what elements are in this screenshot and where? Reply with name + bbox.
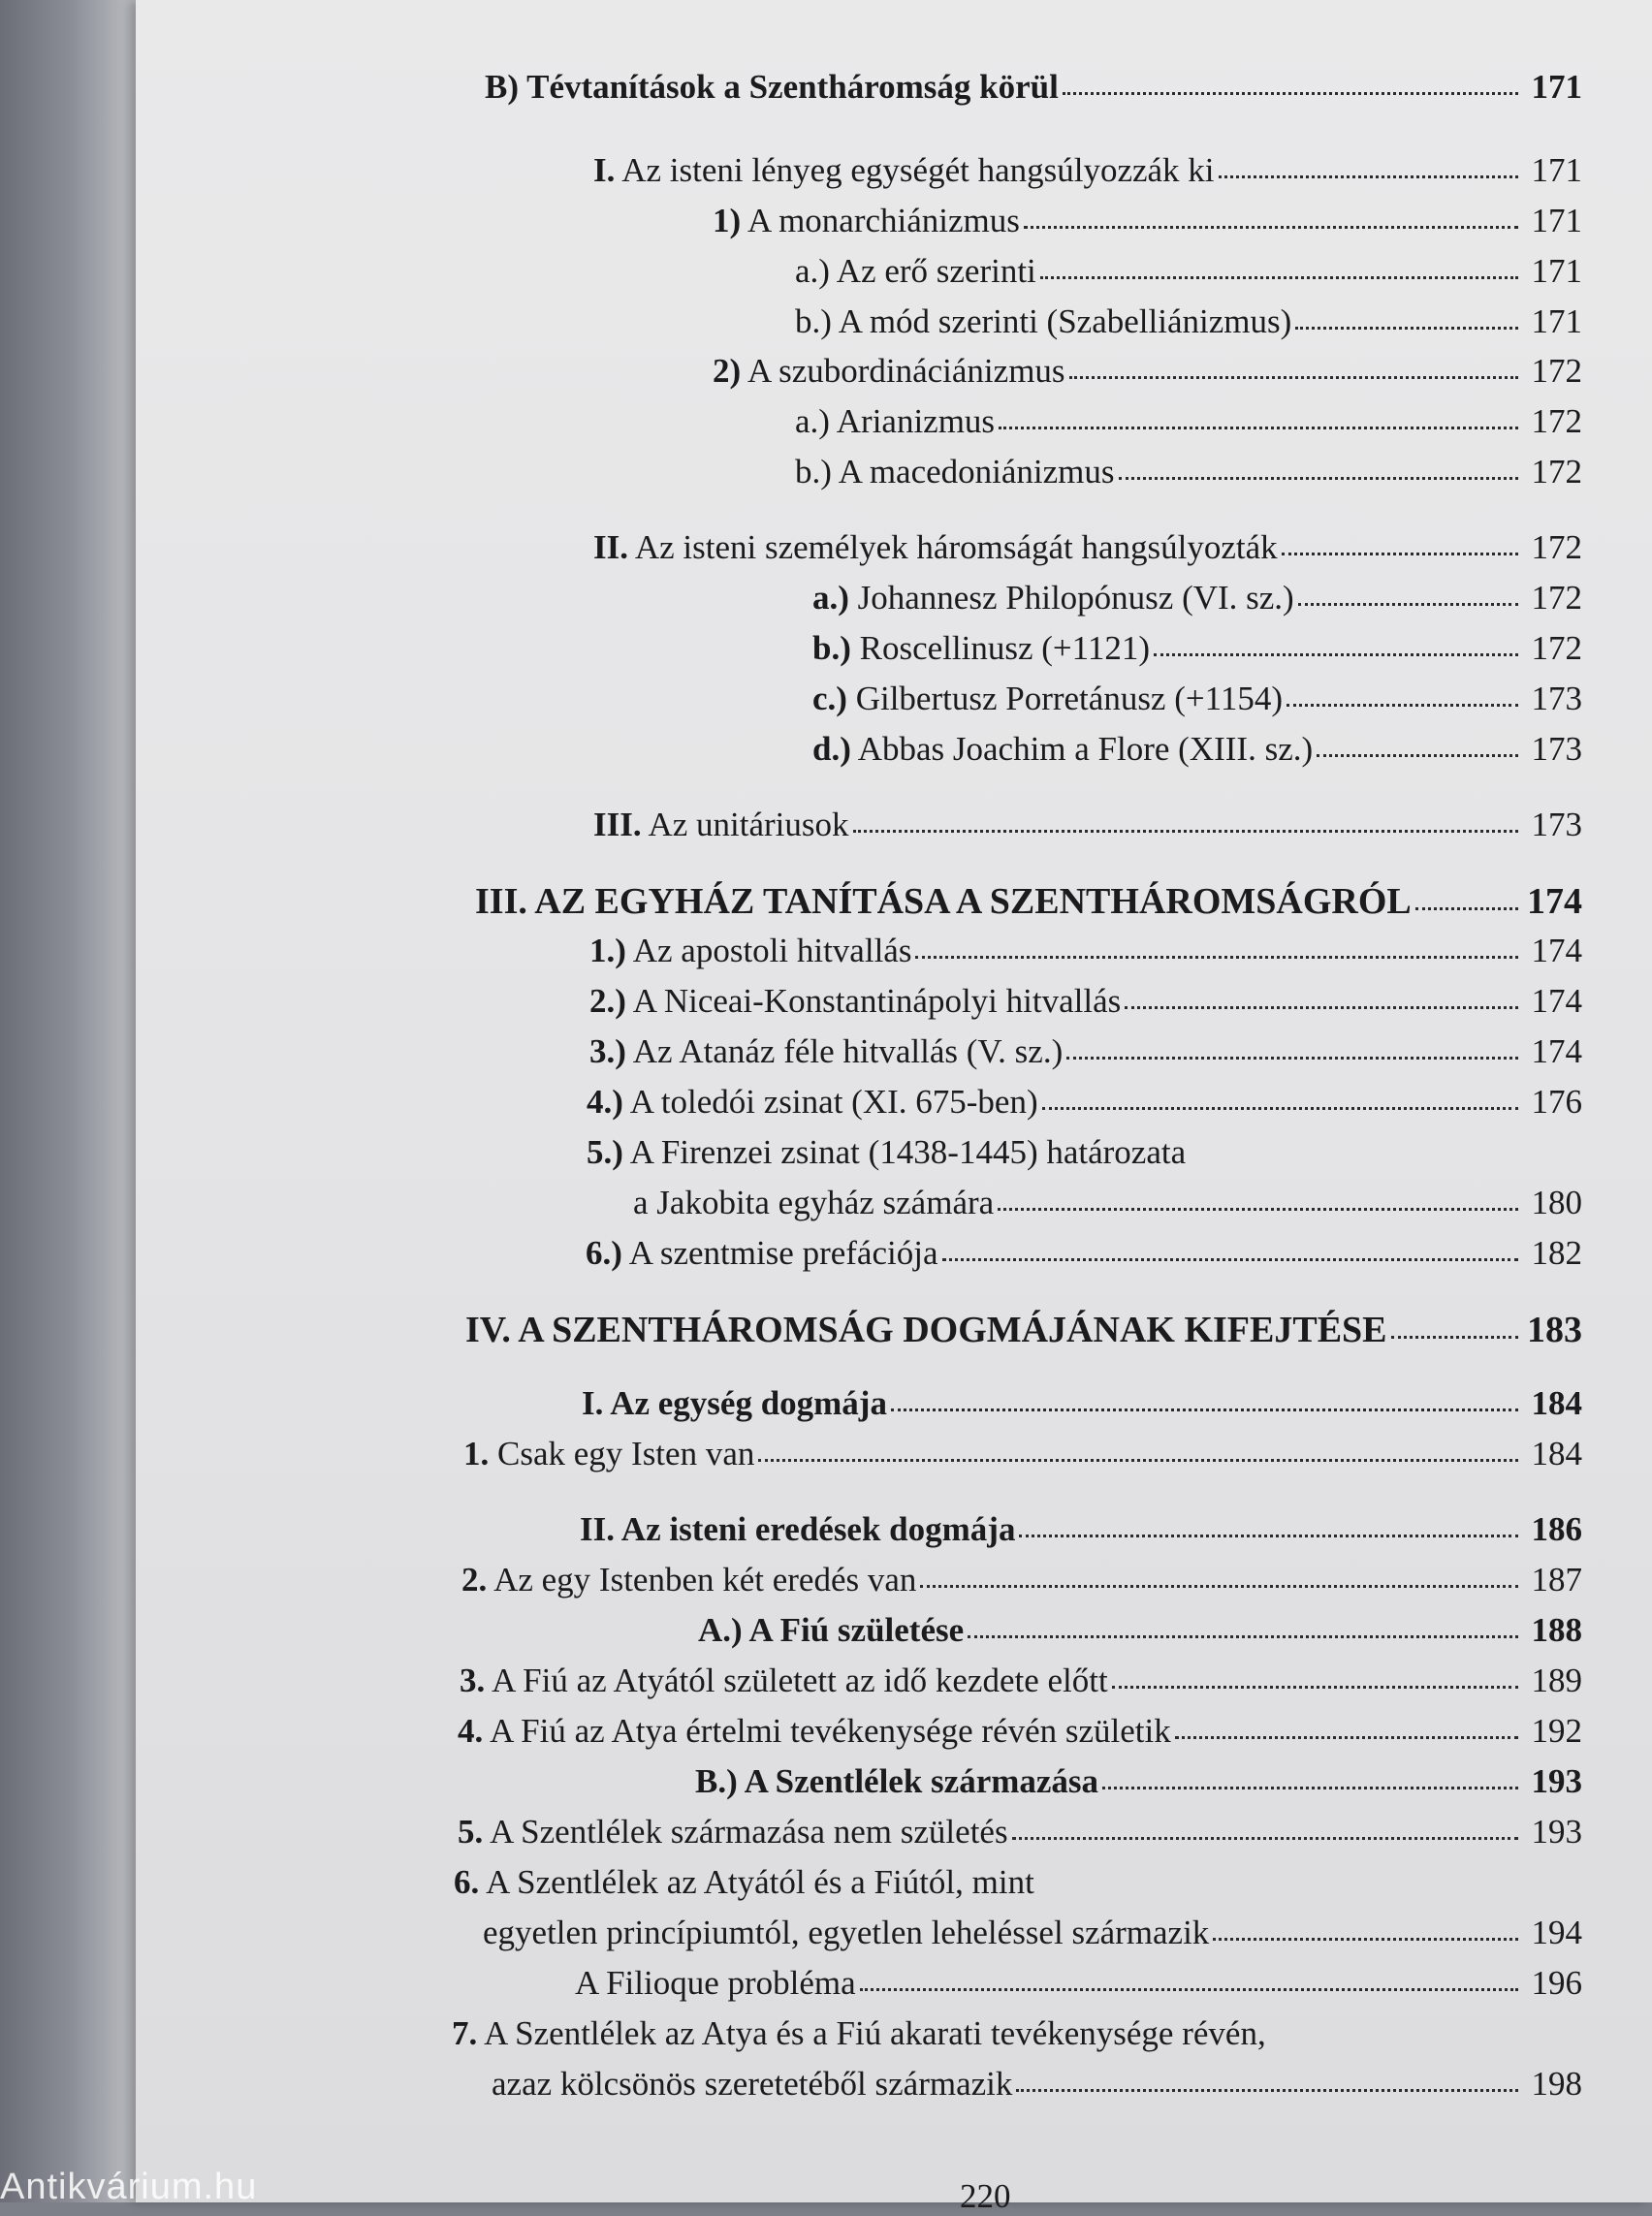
toc-entry xyxy=(587,1135,1582,1169)
dot-leader xyxy=(1102,1787,1518,1789)
toc-entry-text: egyetlen princípiumtól, egyetlen leheléssel származik xyxy=(483,1914,1210,1951)
toc-entry-text: III. AZ EGYHÁZ TANÍTÁSA A SZENTHÁROMSÁGRÓL xyxy=(475,881,1412,922)
toc-entry-number: 2) xyxy=(713,352,742,390)
toc-entry-page: 172 xyxy=(1531,528,1582,566)
toc-entry-title xyxy=(589,984,1121,1018)
toc-entry-number: 5.) xyxy=(587,1133,623,1171)
toc-entry xyxy=(485,70,1582,104)
toc-entry xyxy=(795,455,1582,489)
toc-entry-number: 4.) xyxy=(587,1083,623,1121)
toc-entry xyxy=(695,1764,1582,1798)
toc-entry-page: 171 xyxy=(1531,202,1582,239)
toc-entry-page: 183 xyxy=(1527,1310,1582,1350)
toc-entry-page: 171 xyxy=(1531,302,1582,340)
toc-entry-title xyxy=(460,1663,1108,1697)
toc-entry-number: 3.) xyxy=(589,1032,626,1070)
toc-entry-title xyxy=(698,1613,964,1647)
toc-entry-title xyxy=(812,631,1150,665)
toc-entry-text: Csak egy Isten van xyxy=(489,1435,755,1472)
toc-entry-title xyxy=(483,1915,1209,1949)
toc-entry-text: A Fiú az Atya értelmi tevékenysége révén születik xyxy=(483,1712,1171,1750)
toc-entry-number: a.) xyxy=(812,579,849,617)
toc-entry xyxy=(593,530,1582,564)
toc-entry xyxy=(463,1437,1582,1471)
toc-entry xyxy=(812,581,1582,615)
toc-entry-title xyxy=(587,1135,1186,1169)
toc-entry xyxy=(795,304,1582,338)
toc-entry xyxy=(461,1563,1582,1597)
toc-entry-title xyxy=(695,1764,1098,1798)
toc-entry-page: 188 xyxy=(1531,1611,1582,1649)
toc-entry-title xyxy=(587,1085,1038,1119)
dot-leader xyxy=(1024,226,1518,229)
toc-entry-text: Az isteni lényeg egységét hangsúlyozzák ki xyxy=(615,151,1215,189)
toc-entry-text: II. Az isteni eredések dogmája xyxy=(580,1510,1016,1548)
toc-entry-text: A szubordináciánizmus xyxy=(741,352,1065,390)
toc-entry-page: 184 xyxy=(1531,1435,1582,1472)
toc-entry-page: 172 xyxy=(1531,402,1582,440)
toc-entry-number: 6. xyxy=(454,1863,480,1901)
dot-leader xyxy=(860,1988,1518,1991)
toc-entry-number: 1. xyxy=(463,1435,490,1472)
toc-entry xyxy=(713,204,1582,237)
toc-entry-number: 6.) xyxy=(586,1234,622,1272)
toc-entry-number: II. xyxy=(593,528,628,566)
toc-entry-page: 174 xyxy=(1531,932,1582,969)
dot-leader xyxy=(915,956,1518,959)
toc-entry xyxy=(593,153,1582,187)
toc-entry-text: A.) A Fiú születése xyxy=(698,1611,965,1649)
dot-leader xyxy=(1175,1736,1518,1739)
dot-leader xyxy=(920,1585,1518,1588)
dot-leader xyxy=(1019,1535,1518,1537)
toc-entry-text: A szentmise prefációja xyxy=(621,1234,938,1272)
toc-entry-title xyxy=(795,455,1115,489)
toc-entry-title xyxy=(593,530,1278,564)
toc-entry-text: Az Atanáz féle hitvallás (V. sz.) xyxy=(625,1032,1064,1070)
toc-entry-text: A Szentlélek származása nem születés xyxy=(483,1813,1008,1851)
toc-entry-text: b.) A mód szerinti (Szabelliánizmus) xyxy=(795,302,1292,340)
dot-leader xyxy=(758,1459,1518,1462)
toc-entry-page: 174 xyxy=(1531,982,1582,1020)
toc-entry-title xyxy=(580,1512,1015,1546)
dot-leader xyxy=(1415,907,1518,910)
toc-entry xyxy=(475,883,1582,920)
toc-entry-page: 187 xyxy=(1531,1561,1582,1599)
toc-entry xyxy=(454,1865,1582,1899)
toc-entry-page: 194 xyxy=(1531,1914,1582,1951)
toc-entry-title xyxy=(812,581,1294,615)
toc-entry-title xyxy=(795,254,1036,288)
dot-leader xyxy=(1282,553,1518,555)
toc-entry-number: 2. xyxy=(461,1561,488,1599)
dot-leader xyxy=(1063,92,1518,95)
dot-leader xyxy=(891,1409,1518,1411)
toc-entry-number: 5. xyxy=(458,1813,484,1851)
dot-leader xyxy=(1219,175,1518,178)
toc-entry-page: 172 xyxy=(1531,579,1582,617)
toc-entry-text: A Filioque probléma xyxy=(575,1964,856,2002)
toc-entry-number: d.) xyxy=(812,730,851,768)
toc-entry-page: 172 xyxy=(1531,453,1582,491)
toc-entry-text: B.) A Szentlélek származása xyxy=(695,1762,1099,1800)
toc-entry-page: 173 xyxy=(1531,680,1582,717)
toc-entry-number: 1) xyxy=(713,202,742,239)
toc-entry-title xyxy=(633,1186,994,1219)
dot-leader xyxy=(1213,1938,1518,1941)
toc-entry-title xyxy=(713,354,1065,388)
toc-entry-title xyxy=(589,934,911,967)
toc-entry xyxy=(795,404,1582,438)
toc-entry-title xyxy=(458,1815,1008,1849)
toc-entry-title xyxy=(593,153,1215,187)
toc-entry-number: 4. xyxy=(458,1712,484,1750)
toc-entry-page: 184 xyxy=(1531,1384,1582,1422)
toc-entry-page: 196 xyxy=(1531,1964,1582,2002)
toc-entry xyxy=(589,934,1582,967)
toc-entry xyxy=(465,1312,1582,1348)
toc-entry-text: Az egy Istenben két eredés van xyxy=(487,1561,917,1599)
toc-entry-text: Gilbertusz Porretánusz (+1154) xyxy=(846,680,1283,717)
toc-entry xyxy=(452,2016,1582,2050)
dot-leader xyxy=(1012,1837,1518,1840)
toc-entry xyxy=(586,1236,1582,1270)
dot-leader xyxy=(1125,1006,1518,1009)
dot-leader xyxy=(968,1635,1518,1638)
toc-entry-number: III. xyxy=(593,806,642,843)
toc-entry-text: A monarchiánizmus xyxy=(741,202,1020,239)
toc-entry-text: a Jakobita egyház számára xyxy=(633,1184,995,1221)
toc-entry xyxy=(713,354,1582,388)
toc-entry-number: b.) xyxy=(812,629,851,667)
dot-leader xyxy=(942,1258,1519,1261)
toc-entry xyxy=(812,681,1582,715)
toc-entry xyxy=(589,1034,1582,1068)
toc-entry-page: 180 xyxy=(1531,1184,1582,1221)
toc-entry-title xyxy=(475,883,1412,920)
dot-leader xyxy=(1295,327,1518,330)
dot-leader xyxy=(1298,603,1518,606)
toc-entry-text: azaz kölcsönös szeretetéből származik xyxy=(492,2065,1013,2103)
toc-entry-page: 193 xyxy=(1531,1813,1582,1851)
toc-entry xyxy=(492,2067,1582,2101)
toc-entry-page: 172 xyxy=(1531,629,1582,667)
toc-entry-text: IV. A SZENTHÁROMSÁG DOGMÁJÁNAK KIFEJTÉSE xyxy=(465,1310,1387,1350)
dot-leader xyxy=(1040,276,1518,279)
toc-entry xyxy=(795,254,1582,288)
toc-entry-page: 173 xyxy=(1531,806,1582,843)
page-number: 220 xyxy=(960,2177,1011,2215)
toc-entry xyxy=(812,732,1582,766)
toc-entry xyxy=(589,984,1582,1018)
toc-entry-title xyxy=(812,732,1313,766)
toc-entry xyxy=(575,1966,1582,2000)
toc-entry-title xyxy=(465,1312,1387,1348)
toc-entry xyxy=(458,1714,1582,1748)
toc-entry-title xyxy=(586,1236,938,1270)
toc-entry-page: 176 xyxy=(1531,1083,1582,1121)
toc-entry xyxy=(483,1915,1582,1949)
dot-leader xyxy=(1317,754,1518,757)
toc-entry-page: 174 xyxy=(1531,1032,1582,1070)
dot-leader xyxy=(999,427,1518,429)
toc-entry-text: B) Tévtanítások a Szentháromság körül xyxy=(485,68,1059,106)
toc-entry-number: 7. xyxy=(452,2014,478,2052)
toc-entry-text: A toledói zsinat (XI. 675-ben) xyxy=(622,1083,1038,1121)
toc-entry-title xyxy=(575,1966,856,2000)
toc-entry-text: A Szentlélek az Atyától és a Fiútól, mint xyxy=(479,1863,1034,1901)
toc-entry xyxy=(587,1085,1582,1119)
toc-entry-title xyxy=(795,304,1291,338)
toc-entry-title xyxy=(589,1034,1063,1068)
toc-entry-title xyxy=(713,204,1020,237)
toc-entry-title xyxy=(452,2016,1266,2050)
toc-entry-text: Johannesz Philopónusz (VI. sz.) xyxy=(848,579,1294,617)
toc-entry-title xyxy=(795,404,995,438)
toc-entry-page: 171 xyxy=(1531,68,1582,106)
dot-leader xyxy=(1066,1057,1518,1060)
toc-entry-number: c.) xyxy=(812,680,847,717)
toc-entry xyxy=(460,1663,1582,1697)
dot-leader xyxy=(1154,653,1518,656)
dot-leader xyxy=(1119,477,1518,480)
toc-entry xyxy=(633,1186,1582,1219)
toc-entry-page: 198 xyxy=(1531,2065,1582,2103)
toc-entry-text: A Niceai-Konstantinápolyi hitvallás xyxy=(625,982,1122,1020)
toc-entry xyxy=(580,1512,1582,1546)
toc-entry xyxy=(458,1815,1582,1849)
toc-entry-page: 171 xyxy=(1531,252,1582,290)
toc-entry-page: 182 xyxy=(1531,1234,1582,1272)
dot-leader xyxy=(1287,704,1518,707)
dot-leader xyxy=(1112,1686,1518,1689)
dot-leader xyxy=(1391,1336,1518,1339)
toc-entry xyxy=(593,807,1582,841)
toc-entry-page: 186 xyxy=(1531,1510,1582,1548)
toc-entry-title xyxy=(485,70,1059,104)
toc-entry-text: a.) Arianizmus xyxy=(795,402,996,440)
toc-entry-page: 171 xyxy=(1531,151,1582,189)
toc-entry xyxy=(698,1613,1582,1647)
toc-entry-title xyxy=(812,681,1283,715)
toc-entry-title xyxy=(593,807,849,841)
toc-entry-number: 3. xyxy=(460,1662,486,1699)
toc-entry-title xyxy=(458,1714,1171,1748)
toc-entry-title xyxy=(582,1386,887,1420)
toc-entry-text: Az apostoli hitvallás xyxy=(625,932,912,969)
toc-entry-text: A Szentlélek az Atya és a Fiú akarati tevékenysége révén, xyxy=(477,2014,1266,2052)
toc-entry-number: 2.) xyxy=(589,982,626,1020)
toc-entry-text: A Fiú az Atyától született az idő kezdete előtt xyxy=(485,1662,1108,1699)
dot-leader xyxy=(1069,376,1518,379)
toc-entry-page: 193 xyxy=(1531,1762,1582,1800)
toc-entry-text: Az unitáriusok xyxy=(641,806,849,843)
toc-entry-page: 192 xyxy=(1531,1712,1582,1750)
toc-entry xyxy=(582,1386,1582,1420)
toc-entry-text: Abbas Joachim a Flore (XIII. sz.) xyxy=(850,730,1314,768)
dot-leader xyxy=(1042,1107,1518,1110)
toc-entry-text: Az isteni személyek háromságát hangsúlyozták xyxy=(628,528,1278,566)
toc-entry-page: 174 xyxy=(1527,881,1582,922)
toc-entry-page: 172 xyxy=(1531,352,1582,390)
dot-leader xyxy=(853,830,1519,833)
watermark-text: Antikvárium.hu xyxy=(0,2167,258,2207)
toc-entry-text: a.) Az erő szerinti xyxy=(795,252,1036,290)
toc-entry-page: 173 xyxy=(1531,730,1582,768)
toc-entry xyxy=(812,631,1582,665)
toc-entry-title xyxy=(454,1865,1034,1899)
toc-entry-number: I. xyxy=(593,151,616,189)
toc-entry-text: I. Az egység dogmája xyxy=(582,1384,887,1422)
toc-entry-number: 1.) xyxy=(589,932,626,969)
dot-leader xyxy=(998,1208,1518,1211)
toc-entry-title xyxy=(463,1437,754,1471)
dot-leader xyxy=(1016,2089,1518,2092)
toc-entry-text: Roscellinusz (+1121) xyxy=(850,629,1150,667)
toc-entry-title xyxy=(461,1563,916,1597)
toc-entry-text: b.) A macedoniánizmus xyxy=(795,453,1115,491)
toc-entry-page: 189 xyxy=(1531,1662,1582,1699)
toc-entry-text: A Firenzei zsinat (1438-1445) határozata xyxy=(622,1133,1187,1171)
toc-entry-title xyxy=(492,2067,1012,2101)
